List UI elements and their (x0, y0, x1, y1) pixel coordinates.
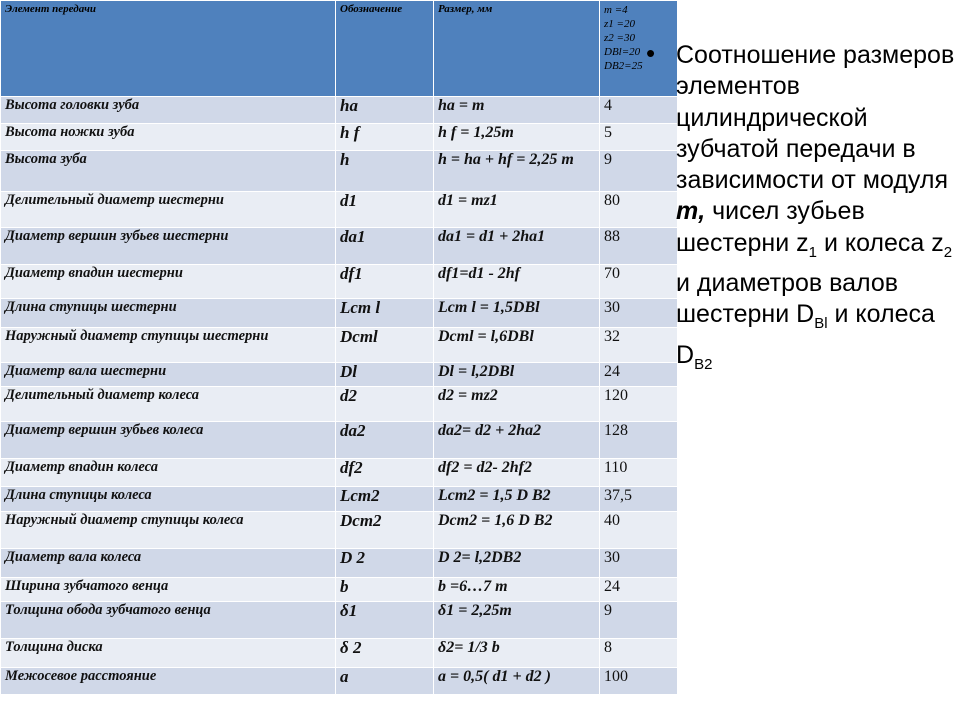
cell-element: Диаметр впадин колеса (1, 459, 336, 487)
cell-formula: df2 = d2- 2hf2 (434, 459, 600, 487)
cell-formula: da1 = d1 + 2ha1 (434, 228, 600, 265)
text-p2: чисел зубьев шестерни z (676, 197, 865, 257)
table-row (1, 422, 678, 459)
text-m: m, (676, 197, 706, 226)
cell-formula: Dcm2 = 1,6 D B2 (434, 512, 600, 549)
cell-element: Высота зуба (1, 151, 336, 192)
cell-formula: D 2= l,2DB2 (434, 549, 600, 578)
text-sub2: 2 (943, 243, 953, 261)
table-row (1, 578, 678, 602)
cell-element: Длина ступицы колеса (1, 487, 336, 512)
cell-formula: Dcml = l,6DBl (434, 328, 600, 363)
cell-element: Ширина зубчатого венца (1, 578, 336, 602)
cell-formula: df1=d1 - 2hf (434, 265, 600, 299)
text-p3: и колеса z (817, 228, 944, 257)
table-row (1, 387, 678, 422)
cell-value: 4 (600, 97, 678, 124)
cell-formula: ha = m (434, 97, 600, 124)
cell-value: 24 (600, 578, 678, 602)
text-p1: Соотношение размеров элементов цилиндрической зубчатой передачи в зависимости от модуля (676, 41, 955, 195)
table-row (1, 151, 678, 192)
table-row (1, 639, 678, 668)
table-row (1, 192, 678, 228)
header-element: Элемент передачи (1, 1, 336, 97)
cell-formula: Dl = l,2DBl (434, 363, 600, 387)
table-row (1, 124, 678, 151)
cell-formula: d2 = mz2 (434, 387, 600, 422)
table-row (1, 459, 678, 487)
cell-element: Наружный диаметр ступицы колеса (1, 512, 336, 549)
cell-symbol: Dcml (336, 328, 434, 363)
text-sub3: Bl (814, 315, 828, 333)
cell-formula: δ2= 1/3 b (434, 639, 600, 668)
cell-value: 24 (600, 363, 678, 387)
cell-formula: a = 0,5( d1 + d2 ) (434, 668, 600, 695)
cell-symbol: Lcm l (336, 299, 434, 328)
cell-symbol: df2 (336, 459, 434, 487)
cell-value: 100 (600, 668, 678, 695)
table-row (1, 668, 678, 695)
cell-formula: da2= d2 + 2ha2 (434, 422, 600, 459)
param-m: m =4 (604, 4, 628, 16)
cell-value: 9 (600, 151, 678, 192)
cell-element: Высота головки зуба (1, 97, 336, 124)
cell-element: Диаметр вала шестерни (1, 363, 336, 387)
cell-value: 30 (600, 549, 678, 578)
table-row (1, 328, 678, 363)
param-z2: z2 =30 (604, 32, 635, 44)
text-sub4: B2 (694, 355, 713, 373)
cell-symbol: Lcm2 (336, 487, 434, 512)
cell-value: 80 (600, 192, 678, 228)
cell-element: Длина ступицы шестерни (1, 299, 336, 328)
cell-value: 70 (600, 265, 678, 299)
header-size: Размер, мм (434, 1, 600, 97)
cell-formula: δ1 = 2,25m (434, 602, 600, 639)
table-row (1, 97, 678, 124)
cell-symbol: d2 (336, 387, 434, 422)
cell-symbol: D 2 (336, 549, 434, 578)
cell-value: 32 (600, 328, 678, 363)
description-text (676, 40, 956, 380)
cell-element: Наружный диаметр ступицы шестерни (1, 328, 336, 363)
cell-element: Высота ножки зуба (1, 124, 336, 151)
cell-element: Диаметр вершин зубьев шестерни (1, 228, 336, 265)
cell-symbol: b (336, 578, 434, 602)
cell-symbol: a (336, 668, 434, 695)
table-header-row (1, 1, 678, 97)
cell-symbol: Dcm2 (336, 512, 434, 549)
cell-formula: d1 = mz1 (434, 192, 600, 228)
param-z1: z1 =20 (604, 18, 635, 30)
table-row (1, 299, 678, 328)
cell-formula: h f = 1,25m (434, 124, 600, 151)
table-row (1, 512, 678, 549)
cell-symbol: d1 (336, 192, 434, 228)
cell-element: Толщина обода зубчатого венца (1, 602, 336, 639)
cell-value: 88 (600, 228, 678, 265)
cell-element: Диаметр вершин зубьев колеса (1, 422, 336, 459)
cell-element: Делительный диаметр колеса (1, 387, 336, 422)
cell-symbol: da1 (336, 228, 434, 265)
cell-symbol: da2 (336, 422, 434, 459)
cell-formula: Lcm l = 1,5DBl (434, 299, 600, 328)
cell-value: 30 (600, 299, 678, 328)
cell-element: Диаметр вала колеса (1, 549, 336, 578)
cell-element: Делительный диаметр шестерни (1, 192, 336, 228)
cell-element: Толщина диска (1, 639, 336, 668)
param-dbl: DBl=20 (604, 46, 641, 58)
cell-formula: b =6…7 m (434, 578, 600, 602)
cell-value: 9 (600, 602, 678, 639)
cell-element: Диаметр впадин шестерни (1, 265, 336, 299)
cell-value: 8 (600, 639, 678, 668)
cell-value: 128 (600, 422, 678, 459)
text-p5: и колеса D (676, 300, 935, 369)
cell-value: 5 (600, 124, 678, 151)
cell-symbol: Dl (336, 363, 434, 387)
cell-value: 110 (600, 459, 678, 487)
table-row (1, 265, 678, 299)
cell-value: 120 (600, 387, 678, 422)
param-db2: DB2=25 (604, 60, 643, 72)
table-row (1, 228, 678, 265)
cell-formula: Lcm2 = 1,5 D B2 (434, 487, 600, 512)
cell-value: 37,5 (600, 487, 678, 512)
header-symbol: Обозначение (336, 1, 434, 97)
cell-symbol: h (336, 151, 434, 192)
header-params (600, 1, 678, 97)
cell-value: 40 (600, 512, 678, 549)
cell-formula: h = ha + hf = 2,25 m (434, 151, 600, 192)
cell-symbol: δ1 (336, 602, 434, 639)
table-row (1, 549, 678, 578)
cell-symbol: δ 2 (336, 639, 434, 668)
bullet-icon: • (646, 38, 656, 68)
cell-element: Межосевое расстояние (1, 668, 336, 695)
table-row (1, 602, 678, 639)
text-p4: и диаметров валов шестерни D (676, 269, 899, 329)
cell-symbol: df1 (336, 265, 434, 299)
cell-symbol: ha (336, 97, 434, 124)
table-row (1, 363, 678, 387)
text-sub1: 1 (808, 243, 817, 261)
table-row (1, 487, 678, 512)
cell-symbol: h f (336, 124, 434, 151)
